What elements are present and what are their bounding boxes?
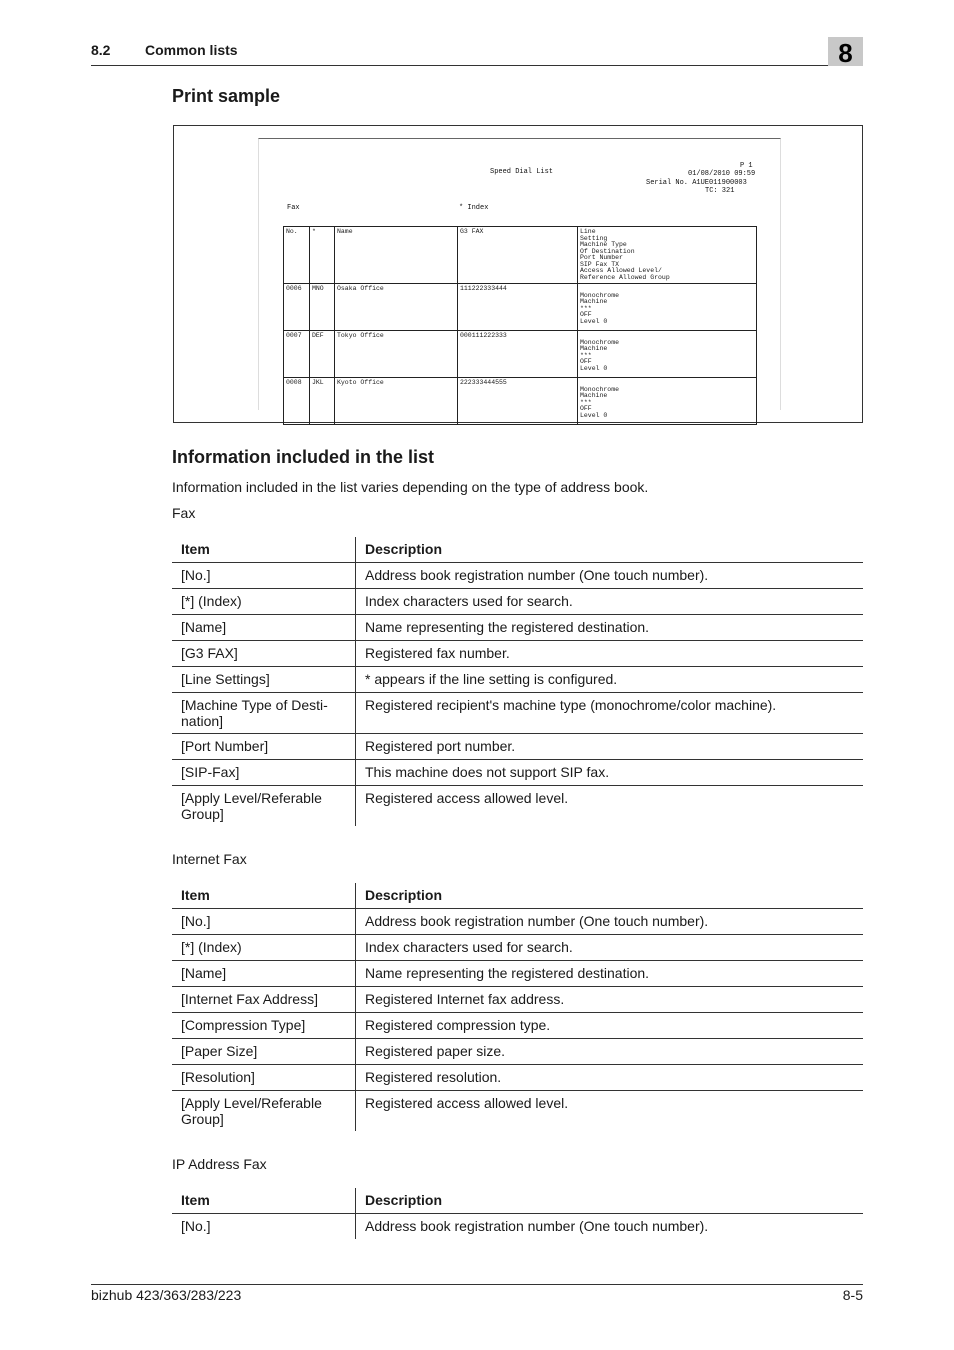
sample-table bbox=[283, 226, 757, 425]
info-heading: Information included in the list bbox=[172, 447, 435, 467]
table-row: [No.] Address book registration number (One touch number). bbox=[172, 909, 863, 935]
fax-table bbox=[172, 537, 863, 826]
section-title: Common lists bbox=[145, 42, 238, 58]
table-header-row bbox=[172, 1188, 863, 1214]
col-description: Description bbox=[356, 537, 864, 563]
table-row: [Name] Name representing the registered destination. bbox=[172, 615, 863, 641]
header-rule bbox=[91, 65, 863, 66]
col-item: Item bbox=[172, 883, 356, 909]
col-description: Description bbox=[356, 883, 864, 909]
table-row: [G3 FAX] Registered fax number. bbox=[172, 641, 863, 667]
table-row: [Apply Level/Referable Group] Registered access allowed level. bbox=[172, 786, 863, 827]
table-row: [Resolution] Registered resolution. bbox=[172, 1065, 863, 1091]
sample-col-settings: Line Setting Machine Type Of Destination Port Number SIP Fax TX Access Allowed Level/ Reference Allowed Group bbox=[578, 227, 757, 284]
table-header-row bbox=[172, 537, 863, 563]
sample-page: P 1 bbox=[740, 162, 753, 170]
sample-tc: TC: 321 bbox=[705, 187, 735, 195]
sample-paper bbox=[258, 138, 781, 419]
print-sample-figure bbox=[173, 125, 863, 423]
sample-serial: Serial No. A1UE011900003 bbox=[646, 179, 747, 187]
table-row: [Machine Type of Desti-nation] Registered recipient's machine type (monochrome/color machine). bbox=[172, 693, 863, 734]
sample-row: 0008 JKL Kyoto Office 222333444555 Monochrome Machine *** OFF Level 0 bbox=[284, 378, 757, 425]
sample-row: 0006 MNO Osaka Office 111222333444 Monochrome Machine *** OFF Level 0 bbox=[284, 284, 757, 331]
table-header-row bbox=[172, 883, 863, 909]
col-description: Description bbox=[356, 1188, 864, 1214]
footer-rule bbox=[91, 1284, 863, 1285]
section-number: 8.2 bbox=[91, 42, 111, 58]
table-row: [No.] Address book registration number (One touch number). bbox=[172, 1214, 863, 1240]
sample-col-fax: G3 FAX bbox=[458, 227, 578, 284]
chapter-badge: 8 bbox=[828, 37, 863, 66]
col-item: Item bbox=[172, 537, 356, 563]
ip-address-fax-table bbox=[172, 1188, 863, 1239]
sample-index-label: * Index bbox=[459, 204, 489, 212]
sample-col-name: Name bbox=[335, 227, 458, 284]
sample-fax-label: Fax bbox=[287, 204, 300, 212]
table-row: [Compression Type] Registered compression type. bbox=[172, 1013, 863, 1039]
internet-fax-table bbox=[172, 883, 863, 1131]
sample-col-no: No. bbox=[284, 227, 310, 284]
ip-address-fax-label: IP Address Fax bbox=[172, 1156, 267, 1172]
footer-page-number: 8-5 bbox=[842, 1287, 863, 1303]
table-row: [Apply Level/Referable Group] Registered access allowed level. bbox=[172, 1091, 863, 1132]
table-row: [Name] Name representing the registered destination. bbox=[172, 961, 863, 987]
table-row: [*] (Index) Index characters used for search. bbox=[172, 589, 863, 615]
table-row: [*] (Index) Index characters used for search. bbox=[172, 935, 863, 961]
sample-header-row bbox=[284, 227, 757, 284]
sample-datetime: 01/08/2010 09:59 bbox=[688, 170, 756, 178]
table-row: [No.] Address book registration number (One touch number). bbox=[172, 563, 863, 589]
table-row: [Line Settings] * appears if the line setting is configured. bbox=[172, 667, 863, 693]
table-row: [Port Number] Registered port number. bbox=[172, 734, 863, 760]
intro-text: Information included in the list varies depending on the type of address book. bbox=[172, 479, 649, 495]
sample-title: Speed Dial List bbox=[490, 168, 554, 176]
sample-row: 0007 DEF Tokyo Office 000111222333 Monochrome Machine *** OFF Level 0 bbox=[284, 331, 757, 378]
col-item: Item bbox=[172, 1188, 356, 1214]
footer-model: bizhub 423/363/283/223 bbox=[91, 1287, 242, 1303]
fax-label: Fax bbox=[172, 505, 196, 521]
internet-fax-label: Internet Fax bbox=[172, 851, 247, 867]
table-row: [SIP-Fax] This machine does not support SIP fax. bbox=[172, 760, 863, 786]
sample-col-index: * bbox=[310, 227, 335, 284]
print-sample-heading: Print sample bbox=[172, 86, 281, 106]
table-row: [Internet Fax Address] Registered Internet fax address. bbox=[172, 987, 863, 1013]
table-row: [Paper Size] Registered paper size. bbox=[172, 1039, 863, 1065]
